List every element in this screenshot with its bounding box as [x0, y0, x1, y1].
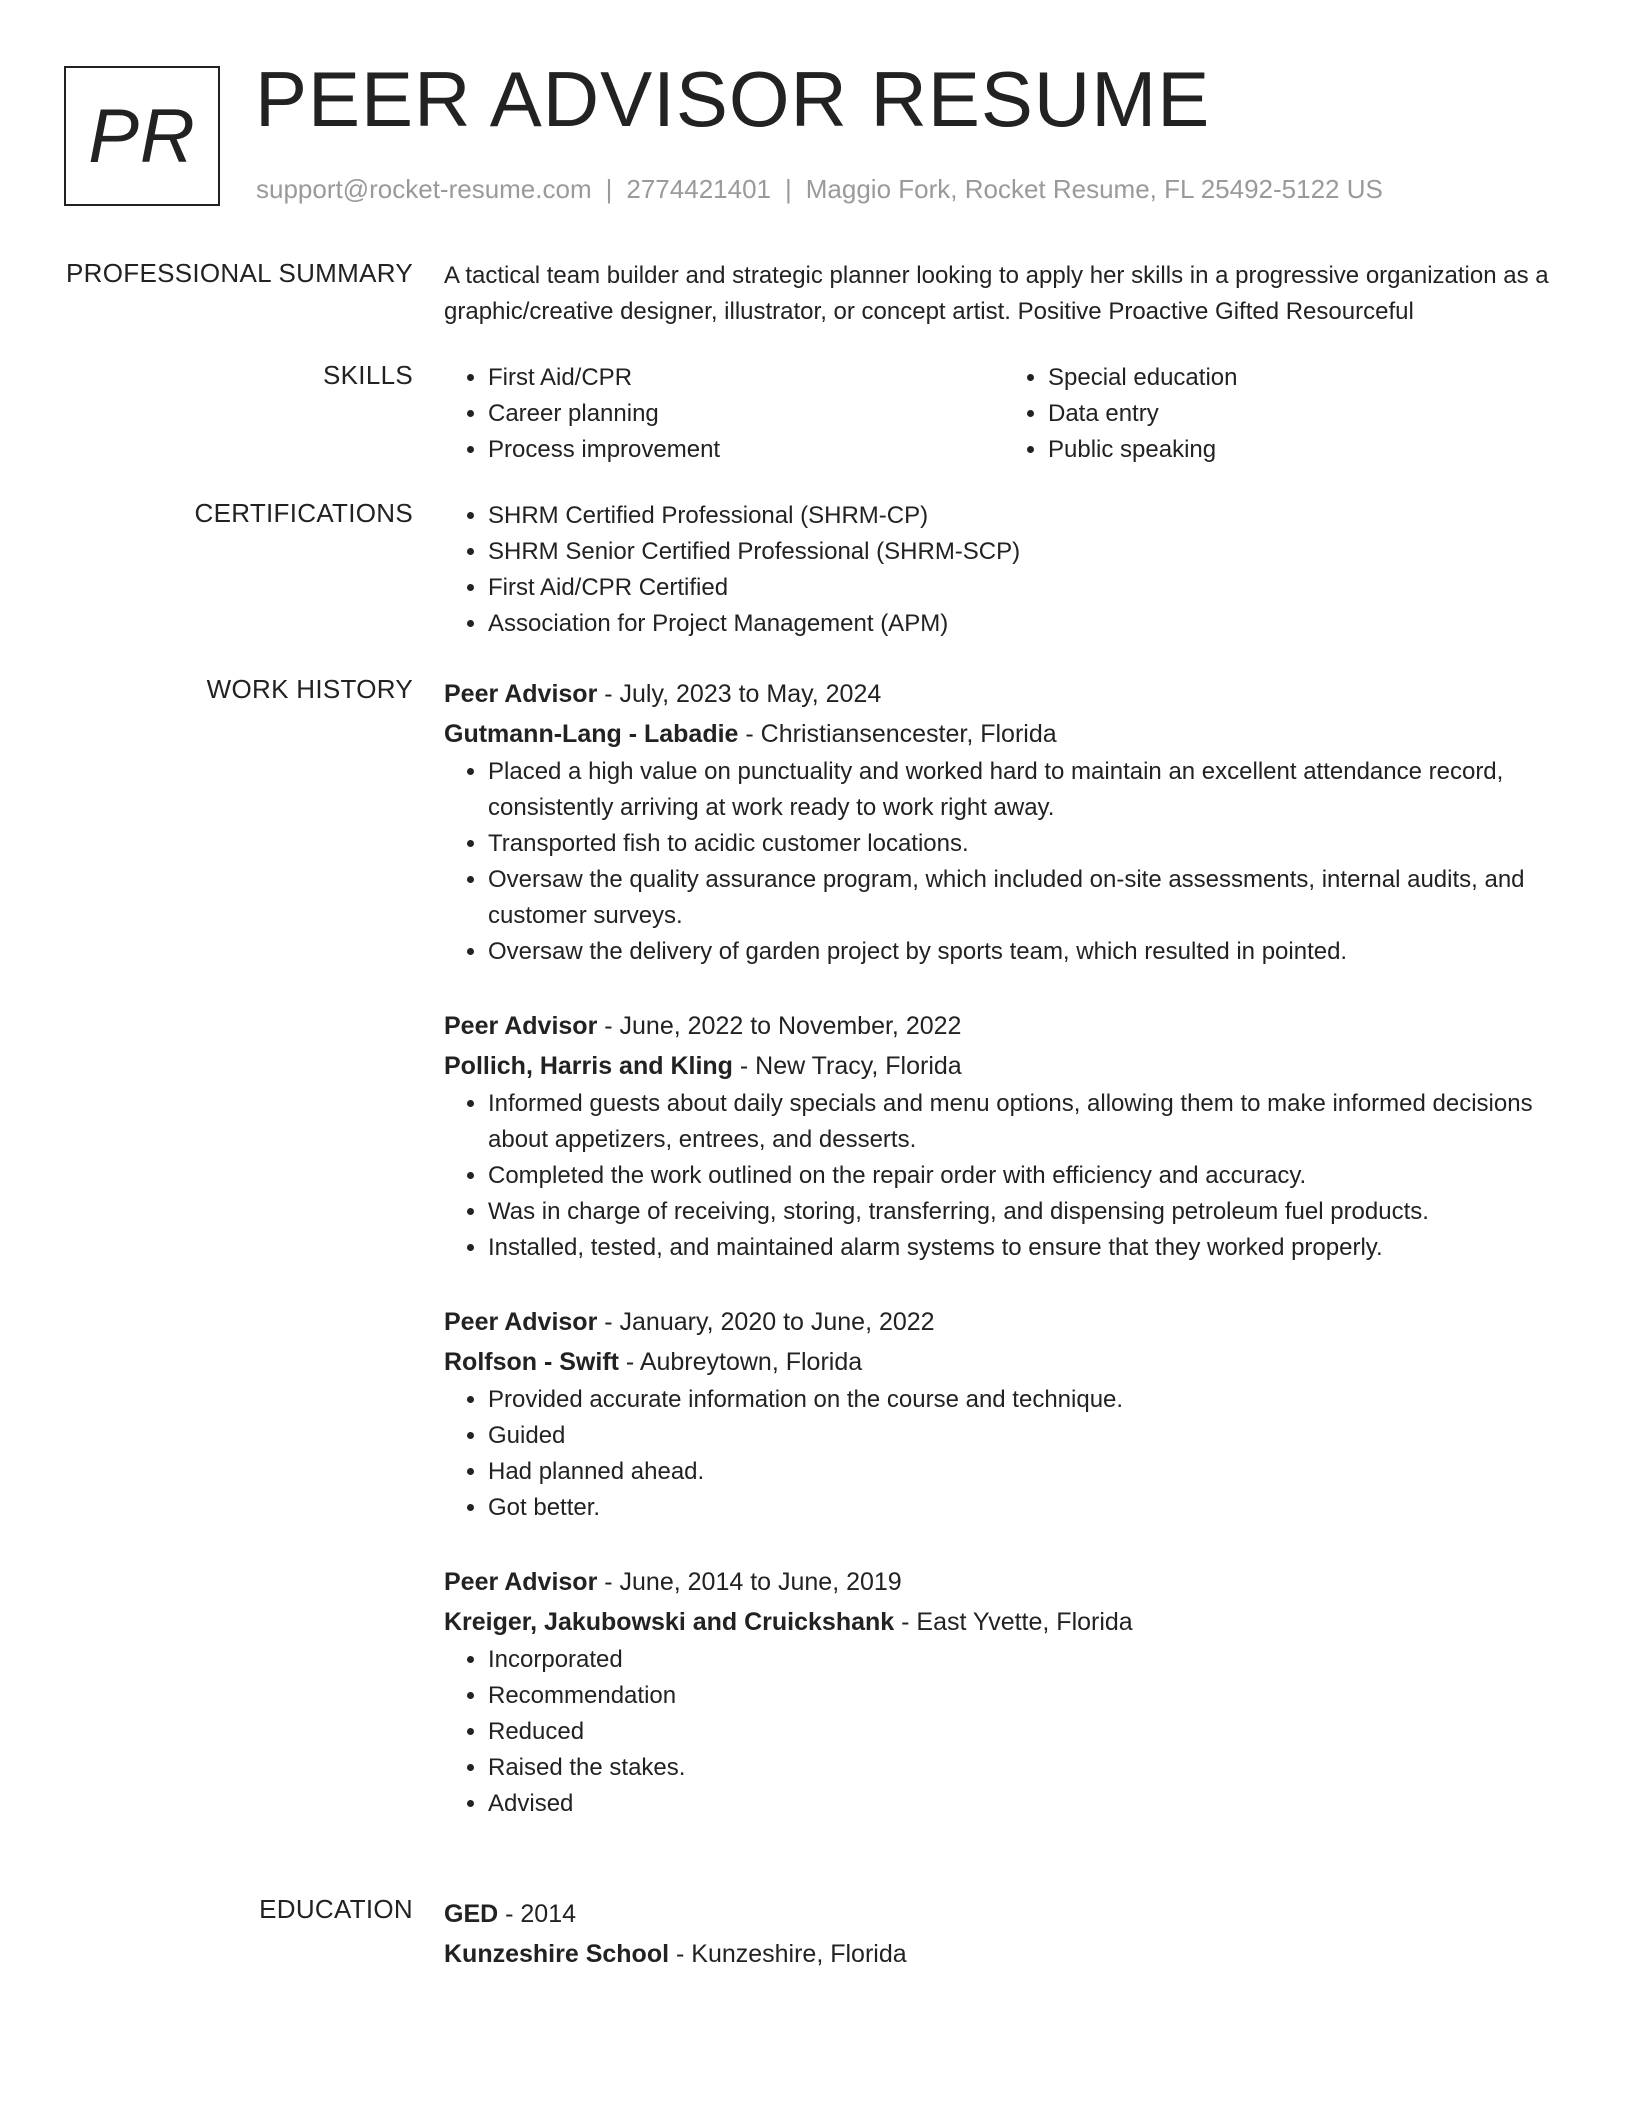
job-location: - Aubreytown, Florida [618, 1348, 863, 1376]
job-title: Peer Advisor [444, 1568, 598, 1596]
job-duty: • Raised the stakes. [488, 1750, 1564, 1786]
job-company-line [444, 1602, 1564, 1642]
summary-body [444, 258, 1564, 330]
job-dates: - June, 2022 to November, 2022 [597, 1012, 962, 1040]
certifications-list [444, 498, 1564, 642]
section-label-skills: SKILLS [323, 360, 413, 390]
job-duty: • Guided [488, 1418, 1564, 1454]
job-title: Peer Advisor [444, 680, 598, 708]
job-dates: - July, 2023 to May, 2024 [597, 680, 882, 708]
job-duty: • Had planned ahead. [488, 1454, 1564, 1490]
certification-item: • SHRM Senior Certified Professional (SHRM-SCP) [488, 534, 1564, 570]
job-entry [444, 1302, 1564, 1526]
education-degree: GED [444, 1900, 499, 1928]
job-duty: • Advised [488, 1786, 1564, 1822]
job-title-line [444, 674, 1564, 714]
certification-item: • First Aid/CPR Certified [488, 570, 1564, 606]
job-entry [444, 1006, 1564, 1266]
job-location: - Christiansencester, Florida [738, 720, 1057, 748]
work-history-body [444, 674, 1564, 1858]
job-title-line [444, 1562, 1564, 1602]
job-duty: • Provided accurate information on the course and technique. [488, 1382, 1564, 1418]
job-duties-list [444, 1642, 1564, 1822]
certification-item: • Association for Project Management (APM) [488, 606, 1564, 642]
job-entry [444, 1562, 1564, 1822]
education-school-line [444, 1934, 1564, 1974]
job-duties-list [444, 1086, 1564, 1266]
job-company-line [444, 1046, 1564, 1086]
section-label-education: EDUCATION [259, 1894, 413, 1924]
job-duty: • Oversaw the delivery of garden project by sports team, which resulted in pointed. [488, 934, 1564, 970]
skills-list-right [1004, 360, 1564, 468]
job-duty: • Recommendation [488, 1678, 1564, 1714]
section-label-summary: PROFESSIONAL SUMMARY [66, 258, 413, 288]
job-duty: • Got better. [488, 1490, 1564, 1526]
job-title-line [444, 1302, 1564, 1342]
job-company: Rolfson - Swift [444, 1348, 619, 1376]
job-company: Gutmann-Lang - Labadie [444, 720, 739, 748]
section-label-work-history: WORK HISTORY [206, 674, 413, 704]
contact-email: support@rocket-resume.com [256, 174, 592, 204]
job-duty: • Transported fish to acidic customer locations. [488, 826, 1564, 862]
skill-item: • Career planning [488, 396, 1004, 432]
job-duty: • Oversaw the quality assurance program, which included on-site assessments, internal audits, and customer surveys. [488, 862, 1564, 934]
skill-item: • Public speaking [1048, 432, 1564, 468]
contact-address: Maggio Fork, Rocket Resume, FL 25492-5122 US [805, 174, 1383, 204]
education-school: Kunzeshire School [444, 1940, 670, 1968]
skill-item: • First Aid/CPR [488, 360, 1004, 396]
skills-body [444, 360, 1564, 468]
job-duty: • Was in charge of receiving, storing, transferring, and dispensing petroleum fuel products. [488, 1194, 1564, 1230]
education-body [444, 1894, 1564, 1974]
job-location: - East Yvette, Florida [894, 1608, 1133, 1636]
monogram-box [64, 66, 220, 206]
job-location: - New Tracy, Florida [732, 1052, 962, 1080]
skill-item: • Data entry [1048, 396, 1564, 432]
job-duty: • Reduced [488, 1714, 1564, 1750]
job-duty: • Installed, tested, and maintained alarm systems to ensure that they worked properly. [488, 1230, 1564, 1266]
job-duty: • Incorporated [488, 1642, 1564, 1678]
contact-separator: | [785, 174, 792, 204]
summary-text: A tactical team builder and strategic planner looking to apply her skills in a progressive organization as a graphic/creative designer, illustrator, or concept artist. Positive Proactive Gifted Resourceful [444, 262, 1549, 325]
job-title-line [444, 1006, 1564, 1046]
job-title: Peer Advisor [444, 1308, 598, 1336]
monogram-initials: PR [88, 93, 196, 179]
job-company-line [444, 714, 1564, 754]
job-company: Pollich, Harris and Kling [444, 1052, 733, 1080]
job-duties-list [444, 754, 1564, 970]
job-company: Kreiger, Jakubowski and Cruickshank [444, 1608, 895, 1636]
skills-list-left [444, 360, 1004, 468]
education-location: - Kunzeshire, Florida [669, 1940, 907, 1968]
job-title: Peer Advisor [444, 1012, 598, 1040]
section-label-certifications: CERTIFICATIONS [194, 498, 413, 528]
job-dates: - January, 2020 to June, 2022 [597, 1308, 935, 1336]
job-entry [444, 674, 1564, 970]
job-dates: - June, 2014 to June, 2019 [597, 1568, 902, 1596]
job-duty: • Completed the work outlined on the repair order with efficiency and accuracy. [488, 1158, 1564, 1194]
certification-item: • SHRM Certified Professional (SHRM-CP) [488, 498, 1564, 534]
skills-grid [444, 360, 1564, 468]
contact-separator: | [605, 174, 613, 204]
job-company-line [444, 1342, 1564, 1382]
skill-item: • Special education [1048, 360, 1564, 396]
contact-phone: 2774421401 [626, 174, 771, 204]
certifications-body [444, 498, 1564, 642]
job-duty: • Informed guests about daily specials and menu options, allowing them to make informed decisions about appetizers, entrees, and desserts. [488, 1086, 1564, 1158]
job-duties-list [444, 1382, 1564, 1526]
education-year: - 2014 [498, 1900, 577, 1928]
resume-title: PEER ADVISOR RESUME [255, 55, 1211, 143]
education-degree-line [444, 1894, 1564, 1934]
contact-line [256, 174, 1383, 205]
skill-item: • Process improvement [488, 432, 1004, 468]
job-duty: • Placed a high value on punctuality and worked hard to maintain an excellent attendance record, consistently arriving at work ready to work right away. [488, 754, 1564, 826]
